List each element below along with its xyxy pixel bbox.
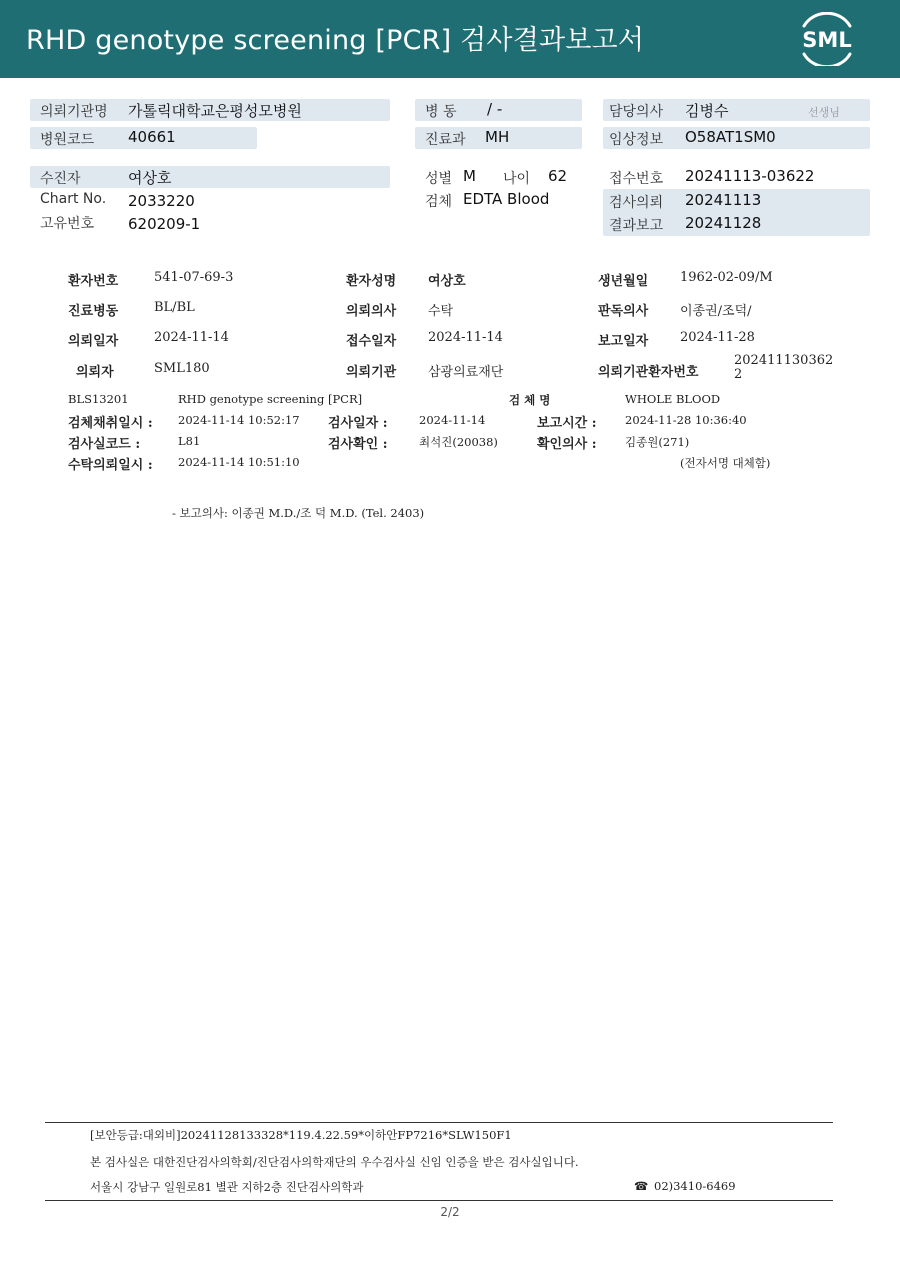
hospital-code-label: 병원코드 (40, 132, 95, 148)
req-patient-no-label: 의뢰기관환자번호 (598, 365, 699, 380)
institution-label: 의뢰기관명 (40, 104, 108, 120)
req-date-value: 2024-11-14 (154, 330, 229, 345)
receipt-date-value: 2024-11-14 (428, 330, 503, 345)
institution-value: 가톨릭대학교은평성모병원 (128, 102, 302, 120)
report-title: RHD genotype screening [PCR] 검사결과보고서 (26, 25, 645, 56)
req-date-label: 의뢰일자 (68, 334, 119, 349)
e-signature-note: (전자서명 대체함) (680, 456, 771, 470)
patient-bar (30, 166, 390, 188)
sml-logo-icon (792, 12, 862, 66)
report-date-value: 2024-11-28 (680, 330, 755, 345)
report-header (0, 0, 900, 78)
result-report-label: 결과보고 (609, 218, 664, 234)
receipt-no-value: 20241113-03622 (685, 167, 815, 185)
specimen-name-label: 검 체 명 (509, 393, 551, 407)
ward-label: 병 동 (425, 104, 457, 120)
patient-no-label: 환자번호 (68, 274, 119, 289)
report-time-value: 2024-11-28 10:36:40 (625, 413, 747, 427)
consign-time-value: 2024-11-14 10:51:10 (178, 455, 300, 469)
reporting-doctors: - 보고의사: 이종권 M.D./조 덕 M.D. (Tel. 2403) (172, 506, 425, 520)
age-value: 62 (548, 167, 568, 185)
department-label: 진료과 (425, 132, 466, 148)
patient-value: 여상호 (128, 169, 172, 187)
doctor-label: 담당의사 (609, 104, 664, 120)
lab-code-label: 검사실코드 : (68, 437, 141, 452)
footer-top-divider (45, 1122, 833, 1123)
req-institution-label: 의뢰기관 (346, 365, 397, 380)
collect-time-label: 검체채취일시 : (68, 416, 153, 431)
test-confirm-value: 최석진(20038) (419, 435, 498, 449)
test-date-value: 2024-11-14 (419, 413, 486, 427)
specimen-value: EDTA Blood (463, 190, 550, 208)
collect-time-value: 2024-11-14 10:52:17 (178, 413, 300, 427)
test-name: RHD genotype screening [PCR] (178, 392, 363, 406)
unique-no-label: 고유번호 (40, 216, 95, 232)
test-confirm-label: 검사확인 : (328, 437, 388, 452)
clinical-info-label: 임상정보 (609, 132, 664, 148)
clinical-info-value: O58AT1SM0 (685, 128, 776, 146)
security-line: [보안등급:대외비]20241128133328*119.4.22.59*이하안FP7216*SLW150F1 (90, 1128, 512, 1142)
consign-time-label: 수탁의뢰일시 : (68, 458, 153, 473)
patient-label: 수진자 (40, 171, 81, 187)
address-line: 서울시 강남구 일원로81 별관 지하2층 진단검사의학과 (90, 1180, 364, 1194)
specimen-name-value: WHOLE BLOOD (625, 392, 721, 406)
lab-code-value: L81 (178, 434, 201, 448)
result-report-value: 20241128 (685, 214, 762, 232)
patient-name-value: 여상호 (428, 274, 466, 289)
req-institution-value: 삼광의료재단 (428, 365, 504, 380)
test-request-value: 20241113 (685, 191, 762, 209)
test-date-label: 검사일자 : (328, 416, 388, 431)
sex-label: 성별 (425, 171, 453, 187)
requester-label: 의뢰자 (76, 365, 114, 380)
doctor-suffix: 선생님 (808, 106, 840, 119)
reading-doctor-value: 이종권/조덕/ (680, 304, 752, 319)
test-code: BLS13201 (68, 392, 129, 406)
phone-icon: ☎ (634, 1179, 649, 1193)
confirm-doctor-value: 김종원(271) (625, 435, 690, 449)
reading-doctor-label: 판독의사 (598, 304, 649, 319)
specimen-label: 검체 (425, 194, 453, 210)
footer-bottom-divider (45, 1200, 833, 1201)
report-ward-label: 진료병동 (68, 304, 119, 319)
birth-value: 1962-02-09/M (680, 270, 773, 285)
logo-text: SML (802, 28, 852, 52)
doctor-value: 김병수 (685, 102, 729, 120)
department-value: MH (485, 128, 510, 146)
confirm-doctor-label: 확인의사 : (537, 437, 597, 452)
page-number: 2/2 (440, 1205, 460, 1219)
req-doctor-value: 수탁 (428, 304, 454, 319)
receipt-no-label: 접수번호 (609, 171, 664, 187)
birth-label: 생년월일 (598, 274, 649, 289)
sex-value: M (463, 167, 476, 185)
patient-no-value: 541-07-69-3 (154, 270, 234, 285)
report-date-label: 보고일자 (598, 334, 649, 349)
req-doctor-label: 의뢰의사 (346, 304, 397, 319)
ward-value: / - (487, 100, 503, 118)
age-label: 나이 (503, 171, 531, 187)
certification-line: 본 검사실은 대한진단검사의학회/진단검사의학재단의 우수검사실 신임 인증을 받은 검사실입니다. (90, 1155, 579, 1169)
chart-no-label: Chart No. (40, 191, 107, 207)
report-ward-value: BL/BL (154, 300, 195, 315)
phone-number: 02)3410-6469 (654, 1179, 736, 1193)
unique-no-value: 620209-1 (128, 215, 201, 233)
report-time-label: 보고시간 : (537, 416, 597, 431)
requester-value: SML180 (154, 361, 210, 376)
patient-name-label: 환자성명 (346, 274, 397, 289)
req-patient-no-line1: 202411130362 (734, 353, 834, 368)
test-request-label: 검사의뢰 (609, 195, 664, 211)
receipt-date-label: 접수일자 (346, 334, 397, 349)
req-patient-no-line2: 2 (734, 367, 743, 382)
hospital-code-value: 40661 (128, 128, 176, 146)
chart-no-value: 2033220 (128, 192, 195, 210)
